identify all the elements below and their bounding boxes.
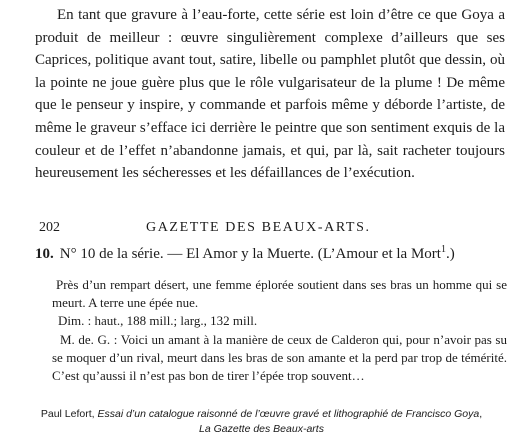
entry-number: 10. — [35, 246, 54, 262]
entry-dimensions: Dim. : haut., 188 mill.; larg., 132 mill. — [58, 313, 258, 328]
entry-note: M. de. G. : Voici un amant à la manière de ceux de Calderon qui, pour n’avoir pas su se moquer d’un rival, meurt dans les bras de son amante et la perd par trop de témérité. C’est qu’aussi il n’est pas bon de tirer l’épée trop souvent… — [52, 332, 507, 383]
journal-title: GAZETTE DES BEAUX-ARTS. — [146, 220, 371, 235]
image-caption — [0, 407, 523, 437]
footnote-mark: 1 — [440, 244, 446, 255]
running-head — [35, 220, 505, 238]
entry-description: Près d’un rempart désert, une femme éplorée soutient dans ses bras un homme qui se meurt. A terre une épée nue. — [52, 277, 507, 310]
entry-closing: .) — [445, 246, 455, 262]
entry-title: N° 10 de la série. — El Amor y la Muerte. (L’Amour et la Mort — [59, 246, 441, 262]
caption-separator: , — [479, 408, 483, 420]
caption-title: Essai d’un catalogue raisonné de l’œuvre gravé et lithographié de Francisco Goya — [97, 408, 480, 420]
page-number: 202 — [39, 220, 60, 235]
caption-journal: La Gazette des Beaux-arts — [199, 423, 324, 435]
body-paragraph: En tant que gravure à l’eau-forte, cette série est loin d’être ce que Goya a produit de meilleur : œuvre singulièrement complexe d’ailleurs que ses Caprices, politique avant tout, satire, libelle ou pamphlet plutôt que dessin, où la pointe ne joue guère plus que le rôle vulgarisateur de la plume ! De même que le penseur y inspire, y commande et parfois même y déborde l’artiste, de même le graveur s’efface ici derrière le peintre que son sentiment exquis de la couleur et de l’effet n’abandonne jamais, et qui, par là, sait racheter toujours heureusement les sécheresses et les défaillances de l’exécution. — [35, 7, 505, 182]
entry-heading — [35, 246, 515, 263]
caption-author: Paul Lefort, — [40, 408, 98, 420]
